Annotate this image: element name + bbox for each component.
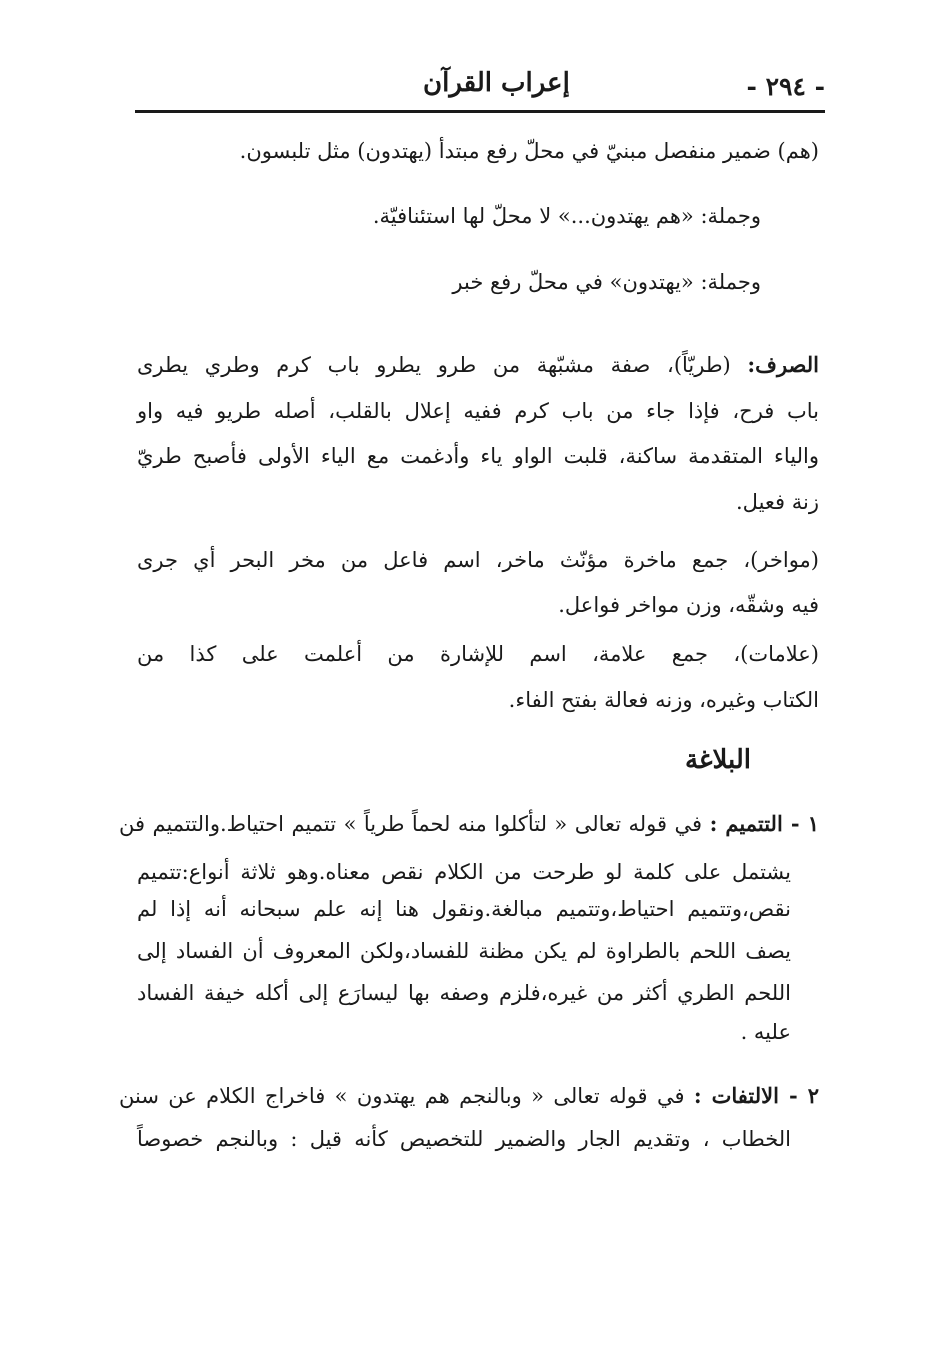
sarf-line-3: والياء المتقدمة ساكنة، قلبت الواو ياء وأدغمت مع الياء الأولى فأصبح طريّ (137, 444, 819, 468)
tatmim-line-1 (119, 809, 819, 839)
header-rule (135, 110, 825, 113)
sarf-line-2: باب فرح، فإذا جاء من باب كرم ففيه إعلال بالقلب، أصله طريو فيه واو (137, 399, 819, 423)
iltifat-line-1 (119, 1081, 819, 1111)
tatmim-line-5: اللحم الطري أكثر من غيره،فلزم وصفه بها ليسارَع إلى أكله خيفة الفساد (137, 981, 791, 1005)
mawakhir-line-1: (مواخر)، جمع ماخرة مؤنّث ماخر، اسم فاعل من مخر البحر أي جرى (137, 548, 819, 572)
tatmim-line-6: عليه . (740, 1020, 791, 1044)
tatmim-line-4: يصف اللحم بالطراوة لم يكن مظنة للفساد،ولكن المعروف أن الفساد إلى (137, 939, 791, 963)
alamat-line-2: الكتاب وغيره، وزنه فعالة بفتح الفاء. (508, 688, 819, 712)
intro-line-1: (هم) ضمير منفصل مبنيّ في محلّ رفع مبتدأ (يهتدون) مثل تلبسون. (239, 139, 819, 163)
intro-line-3: وجملة: «يهتدون» في محلّ رفع خبر (452, 270, 761, 294)
running-title: إعراب القرآن (423, 68, 570, 98)
balagha-heading: البلاغة (684, 745, 751, 775)
tatmim-text: في قوله تعالى « لتأكلوا منه لحماً طرياً » تتميم احتياط.والتتميم فن (119, 812, 703, 836)
sarf-label: الصرف: (747, 352, 819, 377)
alamat-line-1: (علامات)، جمع علامة، اسم للإشارة من أعلمت على كذا من (137, 642, 819, 666)
iltifat-label: ٢ - الالتفات : (693, 1083, 819, 1108)
iltifat-line-2: الخطاب ، وتقديم الجار والضمير للتخصيص كأنه قيل : وبالنجم خصوصاً (137, 1127, 791, 1151)
mawakhir-line-2: فيه وشقّه، وزن مواخر فواعل. (558, 593, 819, 617)
intro-line-2: وجملة: «هم يهتدون...» لا محلّ لها استئنافيّة. (372, 204, 761, 228)
sarf-text: (طريّاً)، صفة مشبّهة من طرو يطرو باب كرم وطري يطرى (137, 353, 731, 377)
page-number: - ٢٩٤ - (746, 72, 825, 101)
iltifat-text: في قوله تعالى « وبالنجم هم يهتدون » فاخراج الكلام عن سنن (119, 1084, 685, 1108)
tatmim-label: ١ - التتميم : (709, 811, 820, 836)
sarf-line-1 (137, 350, 819, 380)
tatmim-line-3: نقص،وتتميم احتياط،وتتميم مبالغة.ونقول هنا إنه علم سبحانه أنه إذا لم (137, 897, 791, 921)
page-header (135, 66, 825, 110)
sarf-line-4: زنة فعيل. (735, 490, 819, 514)
tatmim-line-2: يشتمل على كلمة لو طرحت من الكلام نقص معناه.وهو ثلاثة أنواع:تتميم (137, 860, 791, 884)
